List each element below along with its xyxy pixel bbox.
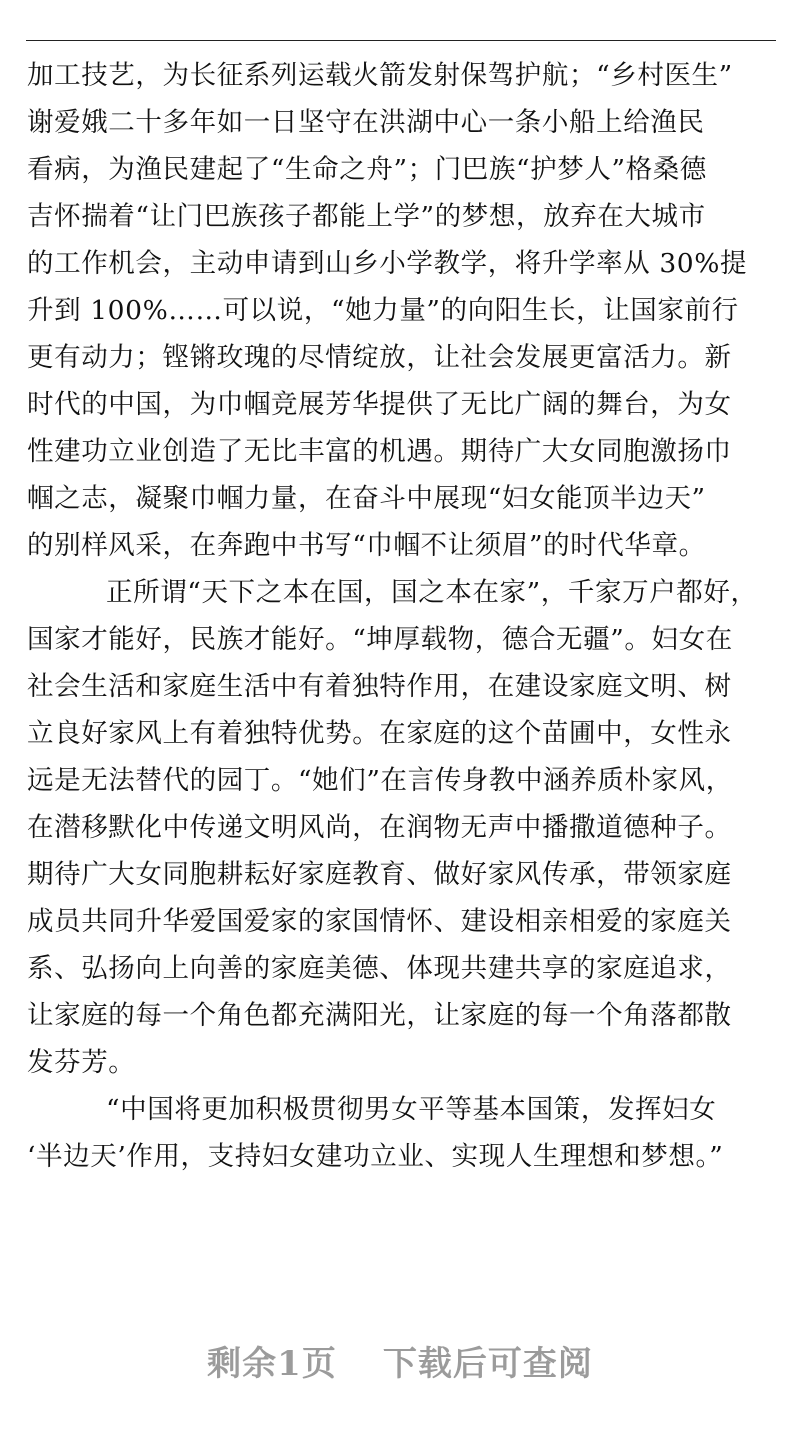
text-line: 升到 100%……可以说，“她力量”的向阳生长，让国家前行 [27, 295, 739, 326]
text-line: 社会生活和家庭生活中有着独特作用，在建设家庭文明、树 [27, 671, 732, 702]
top-divider [26, 40, 776, 41]
text-line: 在潜移默化中传递文明风尚，在润物无声中播撒道德种子。 [27, 812, 732, 843]
text-line: 帼之志，凝聚巾帼力量，在奋斗中展现“妇女能顶半边天” [27, 483, 706, 514]
paragraph-1 [27, 52, 777, 569]
paragraph-2 [27, 569, 777, 1086]
download-to-read-label: 下载后可查阅 [382, 1344, 593, 1384]
text-line: 谢爱娥二十多年如一日坚守在洪湖中心一条小船上给渔民 [27, 107, 705, 138]
text-line: 的别样风采，在奔跑中书写“巾帼不让须眉”的时代华章。 [27, 530, 706, 561]
paragraph-3 [27, 1086, 777, 1180]
text-line: 看病，为渔民建起了“生命之舟”；门巴族“护梦人”格桑德 [27, 154, 707, 185]
text-line: 远是无法替代的园丁。“她们”在言传身教中涵养质朴家风， [27, 765, 733, 796]
text-line: 让家庭的每一个角色都充满阳光，让家庭的每一个角落都散 [27, 1000, 732, 1031]
text-line: 更有动力；铿锵玫瑰的尽情绽放，让社会发展更富活力。新 [27, 342, 732, 373]
text-line: 期待广大女同胞耕耘好家庭教育、做好家风传承，带领家庭 [27, 859, 732, 890]
text-line: 性建功立业创造了无比丰富的机遇。期待广大女同胞激扬巾 [27, 436, 732, 467]
text-line: 正所谓“天下之本在国，国之本在家”，千家万户都好， [106, 577, 758, 608]
text-line: 吉怀揣着“让门巴族孩子都能上学”的梦想，放弃在大城市 [27, 201, 706, 232]
text-line: 加工技艺，为长征系列运载火箭发射保驾护航；“乡村医生” [27, 60, 733, 91]
download-prompt[interactable] [0, 1336, 800, 1385]
text-line: 系、弘扬向上向善的家庭美德、体现共建共享的家庭追求， [27, 953, 732, 984]
text-line: 发芬芳。 [27, 1047, 136, 1078]
text-line: “中国将更加积极贯彻男女平等基本国策，发挥妇女 [106, 1094, 717, 1125]
text-line: 时代的中国，为巾帼竞展芳华提供了无比广阔的舞台，为女 [27, 389, 732, 420]
text-line: 的工作机会，主动申请到山乡小学教学，将升学率从 30%提 [27, 248, 748, 279]
remaining-pages-label: 剩余1页 [207, 1344, 337, 1384]
text-line: 成员共同升华爱国爱家的家国情怀、建设相亲相爱的家庭关 [27, 906, 732, 937]
document-body [27, 52, 777, 1180]
text-line: 立良好家风上有着独特优势。在家庭的这个苗圃中，女性永 [27, 718, 732, 749]
text-line: ‘半边天’作用，支持妇女建功立业、实现人生理想和梦想。” [27, 1141, 724, 1172]
text-line: 国家才能好，民族才能好。“坤厚载物，德合无疆”。妇女在 [27, 624, 733, 655]
